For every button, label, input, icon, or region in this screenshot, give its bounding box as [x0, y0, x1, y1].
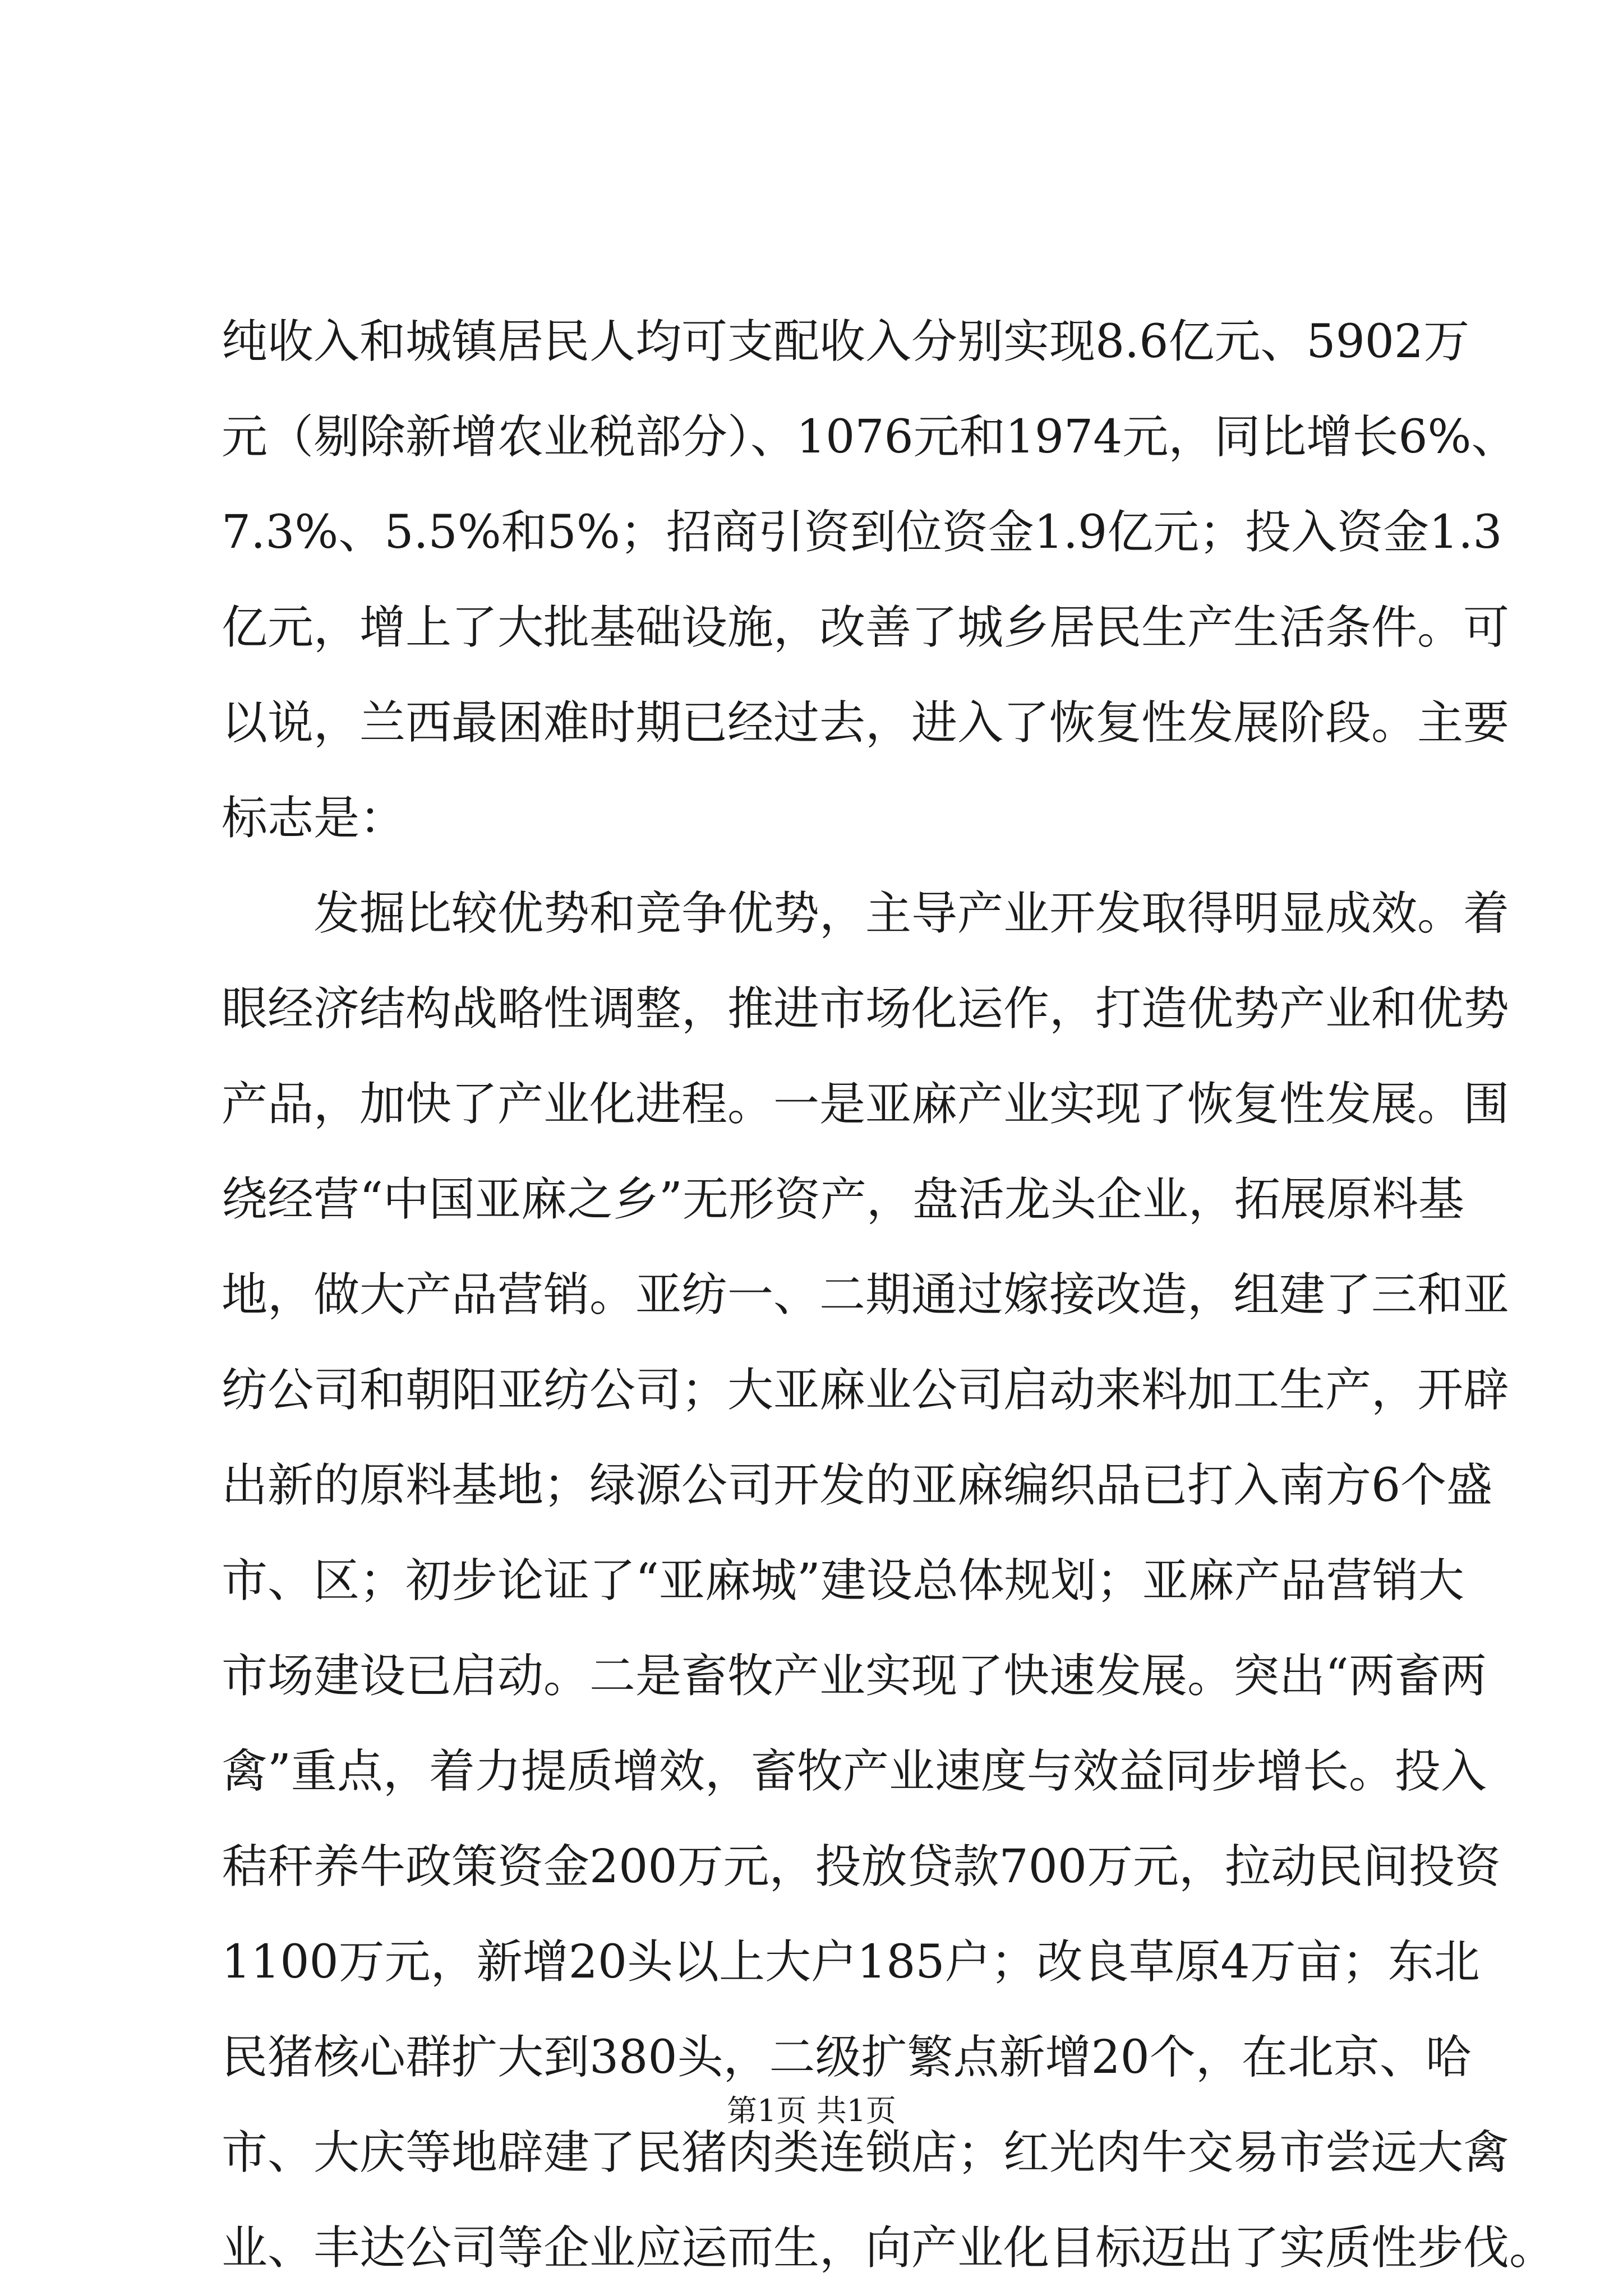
- text-line: 眼经济结构战略性调整，推进市场化运作，打造优势产业和优势: [222, 982, 1510, 1036]
- page-number-label: 第1页 共1页: [727, 2093, 896, 2128]
- text-line: 发掘比较优势和竞争优势，主导产业开发取得明显成效。着: [313, 887, 1510, 940]
- text-line: 市、区；初步论证了“亚麻城”建设总体规划；亚麻产品营销大: [222, 1554, 1464, 1607]
- text-line: 7.3%、5.5%和5%；招商引资到位资金1.9亿元；投入资金1.3: [222, 506, 1502, 559]
- text-line: 1100万元，新增20头以上大户185户；改良草原4万亩；东北: [222, 1935, 1480, 1989]
- text-line: 元（剔除新增农业税部分）、1076元和1974元，同比增长6%、: [222, 410, 1518, 464]
- text-line: 绕经营“中国亚麻之乡”无形资产，盘活龙头企业，拓展原料基: [222, 1173, 1464, 1226]
- text-line: 以说，兰西最困难时期已经过去，进入了恢复性发展阶段。主要: [222, 696, 1510, 750]
- text-line: 民猪核心群扩大到380头，二级扩繁点新增20个，在北京、哈: [222, 2031, 1472, 2084]
- document-body: [222, 294, 1556, 2296]
- text-line: 秸秆养牛政策资金200万元，投放贷款700万元，拉动民间投资: [222, 1840, 1501, 1893]
- text-line: 市场建设已启动。二是畜牧产业实现了快速发展。突出“两畜两: [222, 1650, 1487, 1703]
- text-line: 出新的原料基地；绿源公司开发的亚麻编织品已打入南方6个盛: [222, 1459, 1493, 1512]
- page-footer: [0, 2091, 1623, 2131]
- paragraph: [222, 294, 1518, 866]
- text-line: 亿元，增上了大批基础设施，改善了城乡居民生产生活条件。可: [222, 601, 1510, 654]
- text-line: 禽”重点，着力提质增效，畜牧产业速度与效益同步增长。投入: [222, 1745, 1487, 1798]
- text-line: 纯收入和城镇居民人均可支配收入分别实现8.6亿元、5902万: [222, 315, 1470, 368]
- paragraph: [222, 866, 1556, 2296]
- text-line: 地，做大产品营销。亚纺一、二期通过嫁接改造，组建了三和亚: [222, 1268, 1510, 1322]
- text-line: 市、大庆等地辟建了民猪肉类连锁店；红光肉牛交易市尝远大禽: [222, 2126, 1510, 2179]
- text-line: 纺公司和朝阳亚纺公司；大亚麻业公司启动来料加工生产，开辟: [222, 1364, 1510, 1417]
- text-line: 标志是：: [222, 792, 406, 845]
- text-line: 产品，加快了产业化进程。一是亚麻产业实现了恢复性发展。围: [222, 1078, 1510, 1131]
- text-line: 业、丰达公司等企业应运而生，向产业化目标迈出了实质性步伐。: [222, 2221, 1556, 2275]
